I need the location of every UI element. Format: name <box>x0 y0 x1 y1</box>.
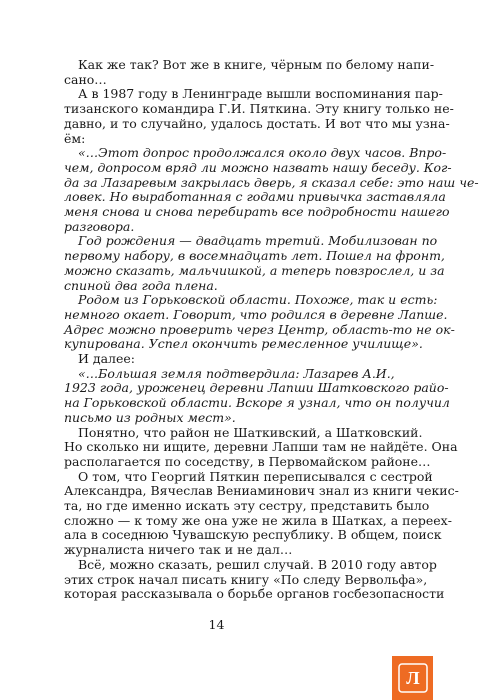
text-line: сложно — к тому же она уже не жила в Шатках, а переех- <box>64 512 452 528</box>
text-line: Александра, Вячеслав Вениаминович знал из книги чекис- <box>64 483 459 499</box>
text-line: Понятно, что район не Шаткивский, а Шатковский. <box>78 424 423 440</box>
book-badge-icon <box>398 663 428 693</box>
text-line: «…Этот допрос продолжался около двух часов. Впро- <box>78 145 447 161</box>
text-line: Год рождения — двадцать третий. Мобилизован по <box>78 233 438 249</box>
text-line: давно, и то случайно, удалось достать. И вот что мы узна- <box>64 115 450 131</box>
text-line: 1923 года, уроженец деревни Лапши Шатковского райо- <box>64 380 449 396</box>
text-line: да за Лазаревым закрылась дверь, я сказал себе: это наш че- <box>64 174 479 190</box>
text-line: И далее: <box>78 351 135 366</box>
text-line: тизанского командира Г.И. Пяткина. Эту книгу только не- <box>64 101 454 117</box>
text-line: сано… <box>64 71 107 87</box>
text-line: Адрес можно проверить через Центр, область-то не ок- <box>64 321 455 337</box>
text-line: ала в соседнюю Чувашскую республику. В общем, поиск <box>64 527 442 543</box>
text-line: Как же так? Вот же в книге, чёрным по белому напи- <box>78 57 435 72</box>
text-line: Но сколько ни ищите, деревни Лапши там не найдёте. Она <box>64 439 458 455</box>
publisher-logo-icon <box>392 656 433 700</box>
text-line: ловек. Но выработанная с годами привычка заставляла <box>64 189 446 205</box>
text-line: первому набору, в восемнадцать лет. Пошел на фронт, <box>64 248 445 264</box>
text-line: «…Большая земля подтвердила: Лазарев А.И., <box>78 365 395 381</box>
page-number: 14 <box>208 617 225 632</box>
text-line: немного окает. Говорит, что родился в деревне Лапше. <box>64 306 448 322</box>
text-line: разговора. <box>64 218 135 234</box>
text-line: журналиста ничего так и не дал… <box>64 542 293 558</box>
text-line: ём: <box>64 130 86 146</box>
text-line: О том, что Георгий Пяткин переписывался с сестрой <box>78 468 433 484</box>
text-line: которая рассказывала о борьбе органов госбезопасности <box>64 586 445 602</box>
text-line: чем, допросом вряд ли можно назвать нашу беседу. Ког- <box>64 159 452 175</box>
text-line: можно сказать, мальчишкой, а теперь повзрослел, и за <box>64 262 445 278</box>
text-line: Родом из Горьковской области. Похоже, так и есть: <box>78 292 438 308</box>
text-line: спиной два года плена. <box>64 277 218 293</box>
badge-letter: Л <box>405 668 420 688</box>
text-line: А в 1987 году в Ленинграде вышли воспоминания пар- <box>78 86 443 102</box>
text-line: та, но где именно искать эту сестру, представить было <box>64 498 430 513</box>
text-line: располагается по соседству, в Первомайском районе… <box>64 453 431 469</box>
text-line: на Горьковской области. Вскоре я узнал, что он получил <box>64 395 450 411</box>
text-line: Всё, можно сказать, решил случай. В 2010 году автор <box>78 556 437 572</box>
text-line: письмо из родных мест». <box>64 409 236 425</box>
text-line: этих строк начал писать книгу «По следу Вервольфа», <box>64 571 428 587</box>
text-line: меня снова и снова перебирать все подробности нашего <box>64 204 450 219</box>
text-line: купирована. Успел окончить ремесленное училище». <box>64 336 423 352</box>
